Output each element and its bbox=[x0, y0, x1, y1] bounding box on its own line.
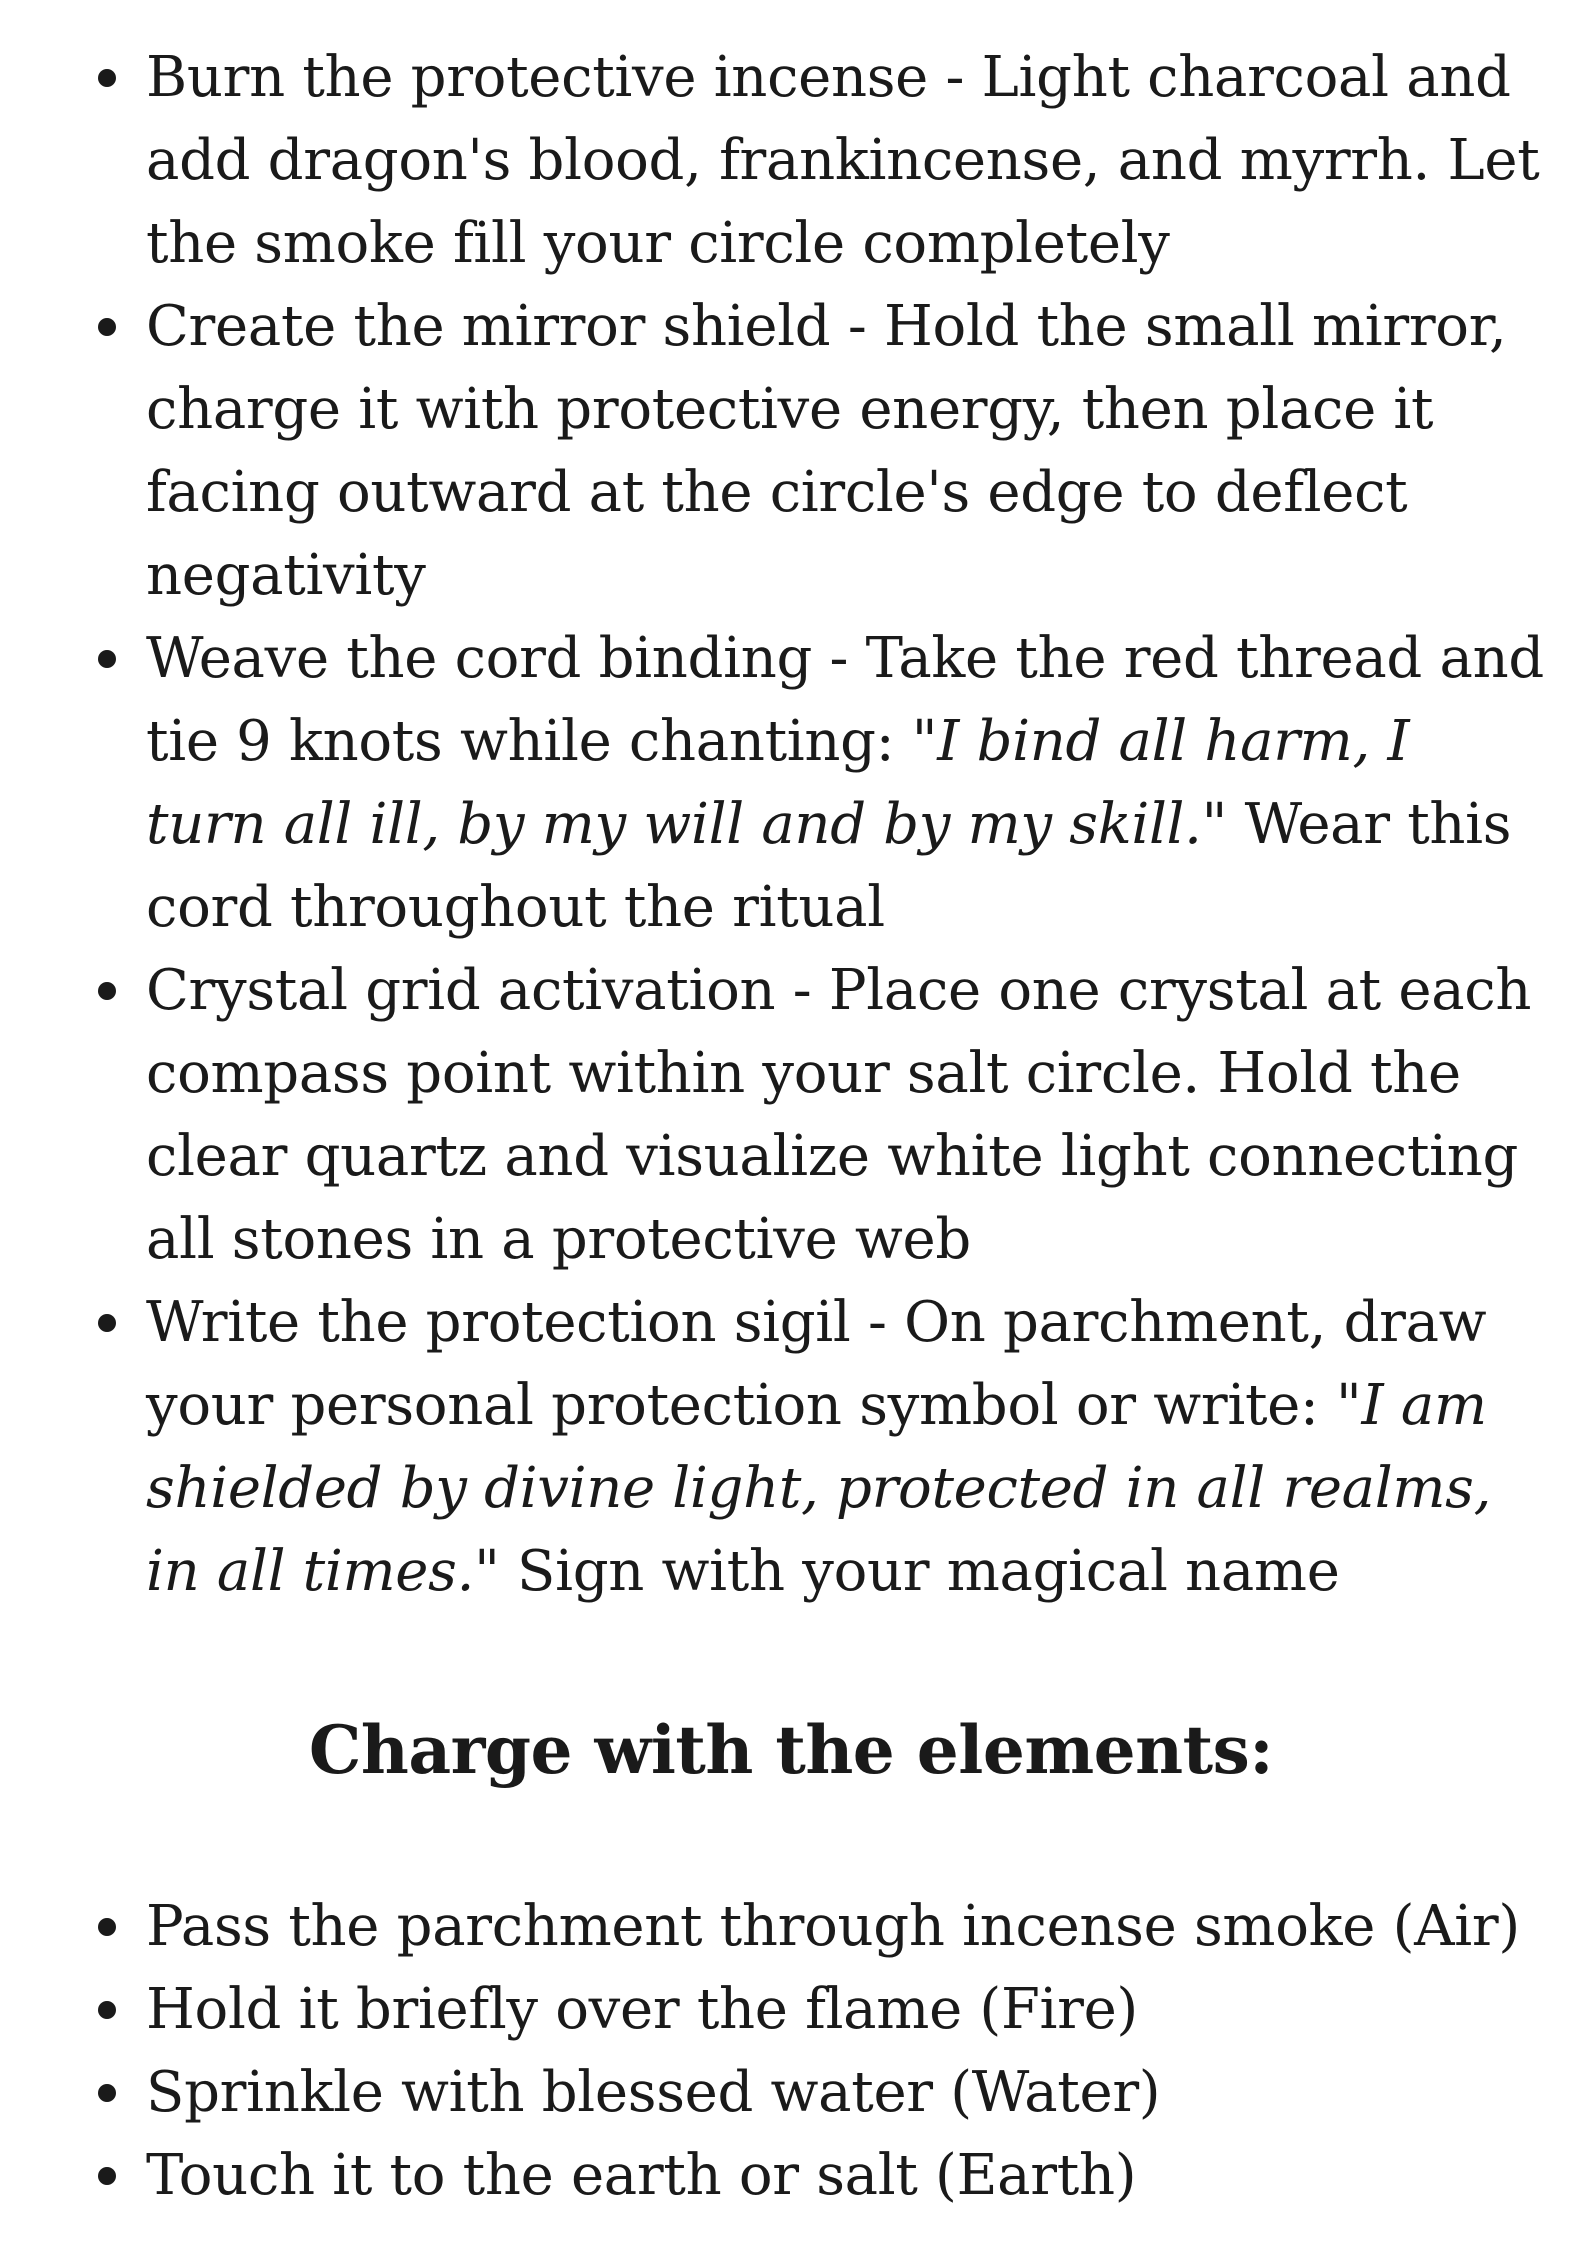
list-item bbox=[146, 285, 1546, 617]
bullet-icon bbox=[98, 1918, 116, 1936]
list-item bbox=[146, 2051, 1546, 2134]
ritual-steps-list bbox=[146, 36, 1546, 1613]
bullet-icon bbox=[98, 2001, 116, 2019]
step-quote: I am shielded by divine light, protected in all realms, in all times. bbox=[146, 1373, 1492, 1604]
element-step-text: Touch it to the earth or salt (Earth) bbox=[146, 2143, 1137, 2208]
step-text-after: " Sign with your magical name bbox=[474, 1539, 1340, 1604]
bullet-icon bbox=[98, 318, 116, 336]
step-quote: "I bind all harm, I turn all ill, by my will and by my skill." bbox=[146, 709, 1410, 857]
element-step-text: Hold it briefly over the flame (Fire) bbox=[146, 1977, 1138, 2042]
list-item bbox=[146, 36, 1546, 285]
bullet-icon bbox=[98, 2167, 116, 2185]
list-item bbox=[146, 2134, 1546, 2217]
bullet-icon bbox=[98, 69, 116, 87]
list-item bbox=[146, 949, 1546, 1281]
step-text: Burn the protective incense - Light charcoal and add dragon's blood, frankincense, and myrrh. Let the smoke fill your circle completely bbox=[146, 45, 1540, 276]
bullet-icon bbox=[98, 982, 116, 1000]
step-text: Write the protection sigil - On parchment, draw your personal protection symbol or write: " bbox=[146, 1290, 1487, 1438]
list-item bbox=[146, 1281, 1546, 1613]
element-step-text: Sprinkle with blessed water (Water) bbox=[146, 2060, 1161, 2125]
step-text: Create the mirror shield - Hold the small mirror, charge it with protective energy, then place it facing outward at the circle's edge to deflect negativity bbox=[146, 294, 1507, 608]
step-text: Weave the cord binding - Take the red thread and tie 9 knots while chanting: bbox=[146, 626, 1544, 774]
section-heading: Charge with the elements: bbox=[308, 1711, 1274, 1789]
list-item bbox=[146, 1968, 1546, 2051]
step-text: Crystal grid activation - Place one crystal at each compass point within your salt circle. Hold the clear quartz and visualize white light connecting all stones in a protective web bbox=[146, 958, 1532, 1272]
bullet-icon bbox=[98, 650, 116, 668]
step-text-after: Wear this cord throughout the ritual bbox=[146, 792, 1512, 940]
list-item bbox=[146, 1885, 1546, 1968]
elements-list bbox=[146, 1885, 1546, 2217]
element-step-text: Pass the parchment through incense smoke (Air) bbox=[146, 1894, 1520, 1959]
bullet-icon bbox=[98, 2084, 116, 2102]
bullet-icon bbox=[98, 1314, 116, 1332]
list-item bbox=[146, 617, 1546, 949]
